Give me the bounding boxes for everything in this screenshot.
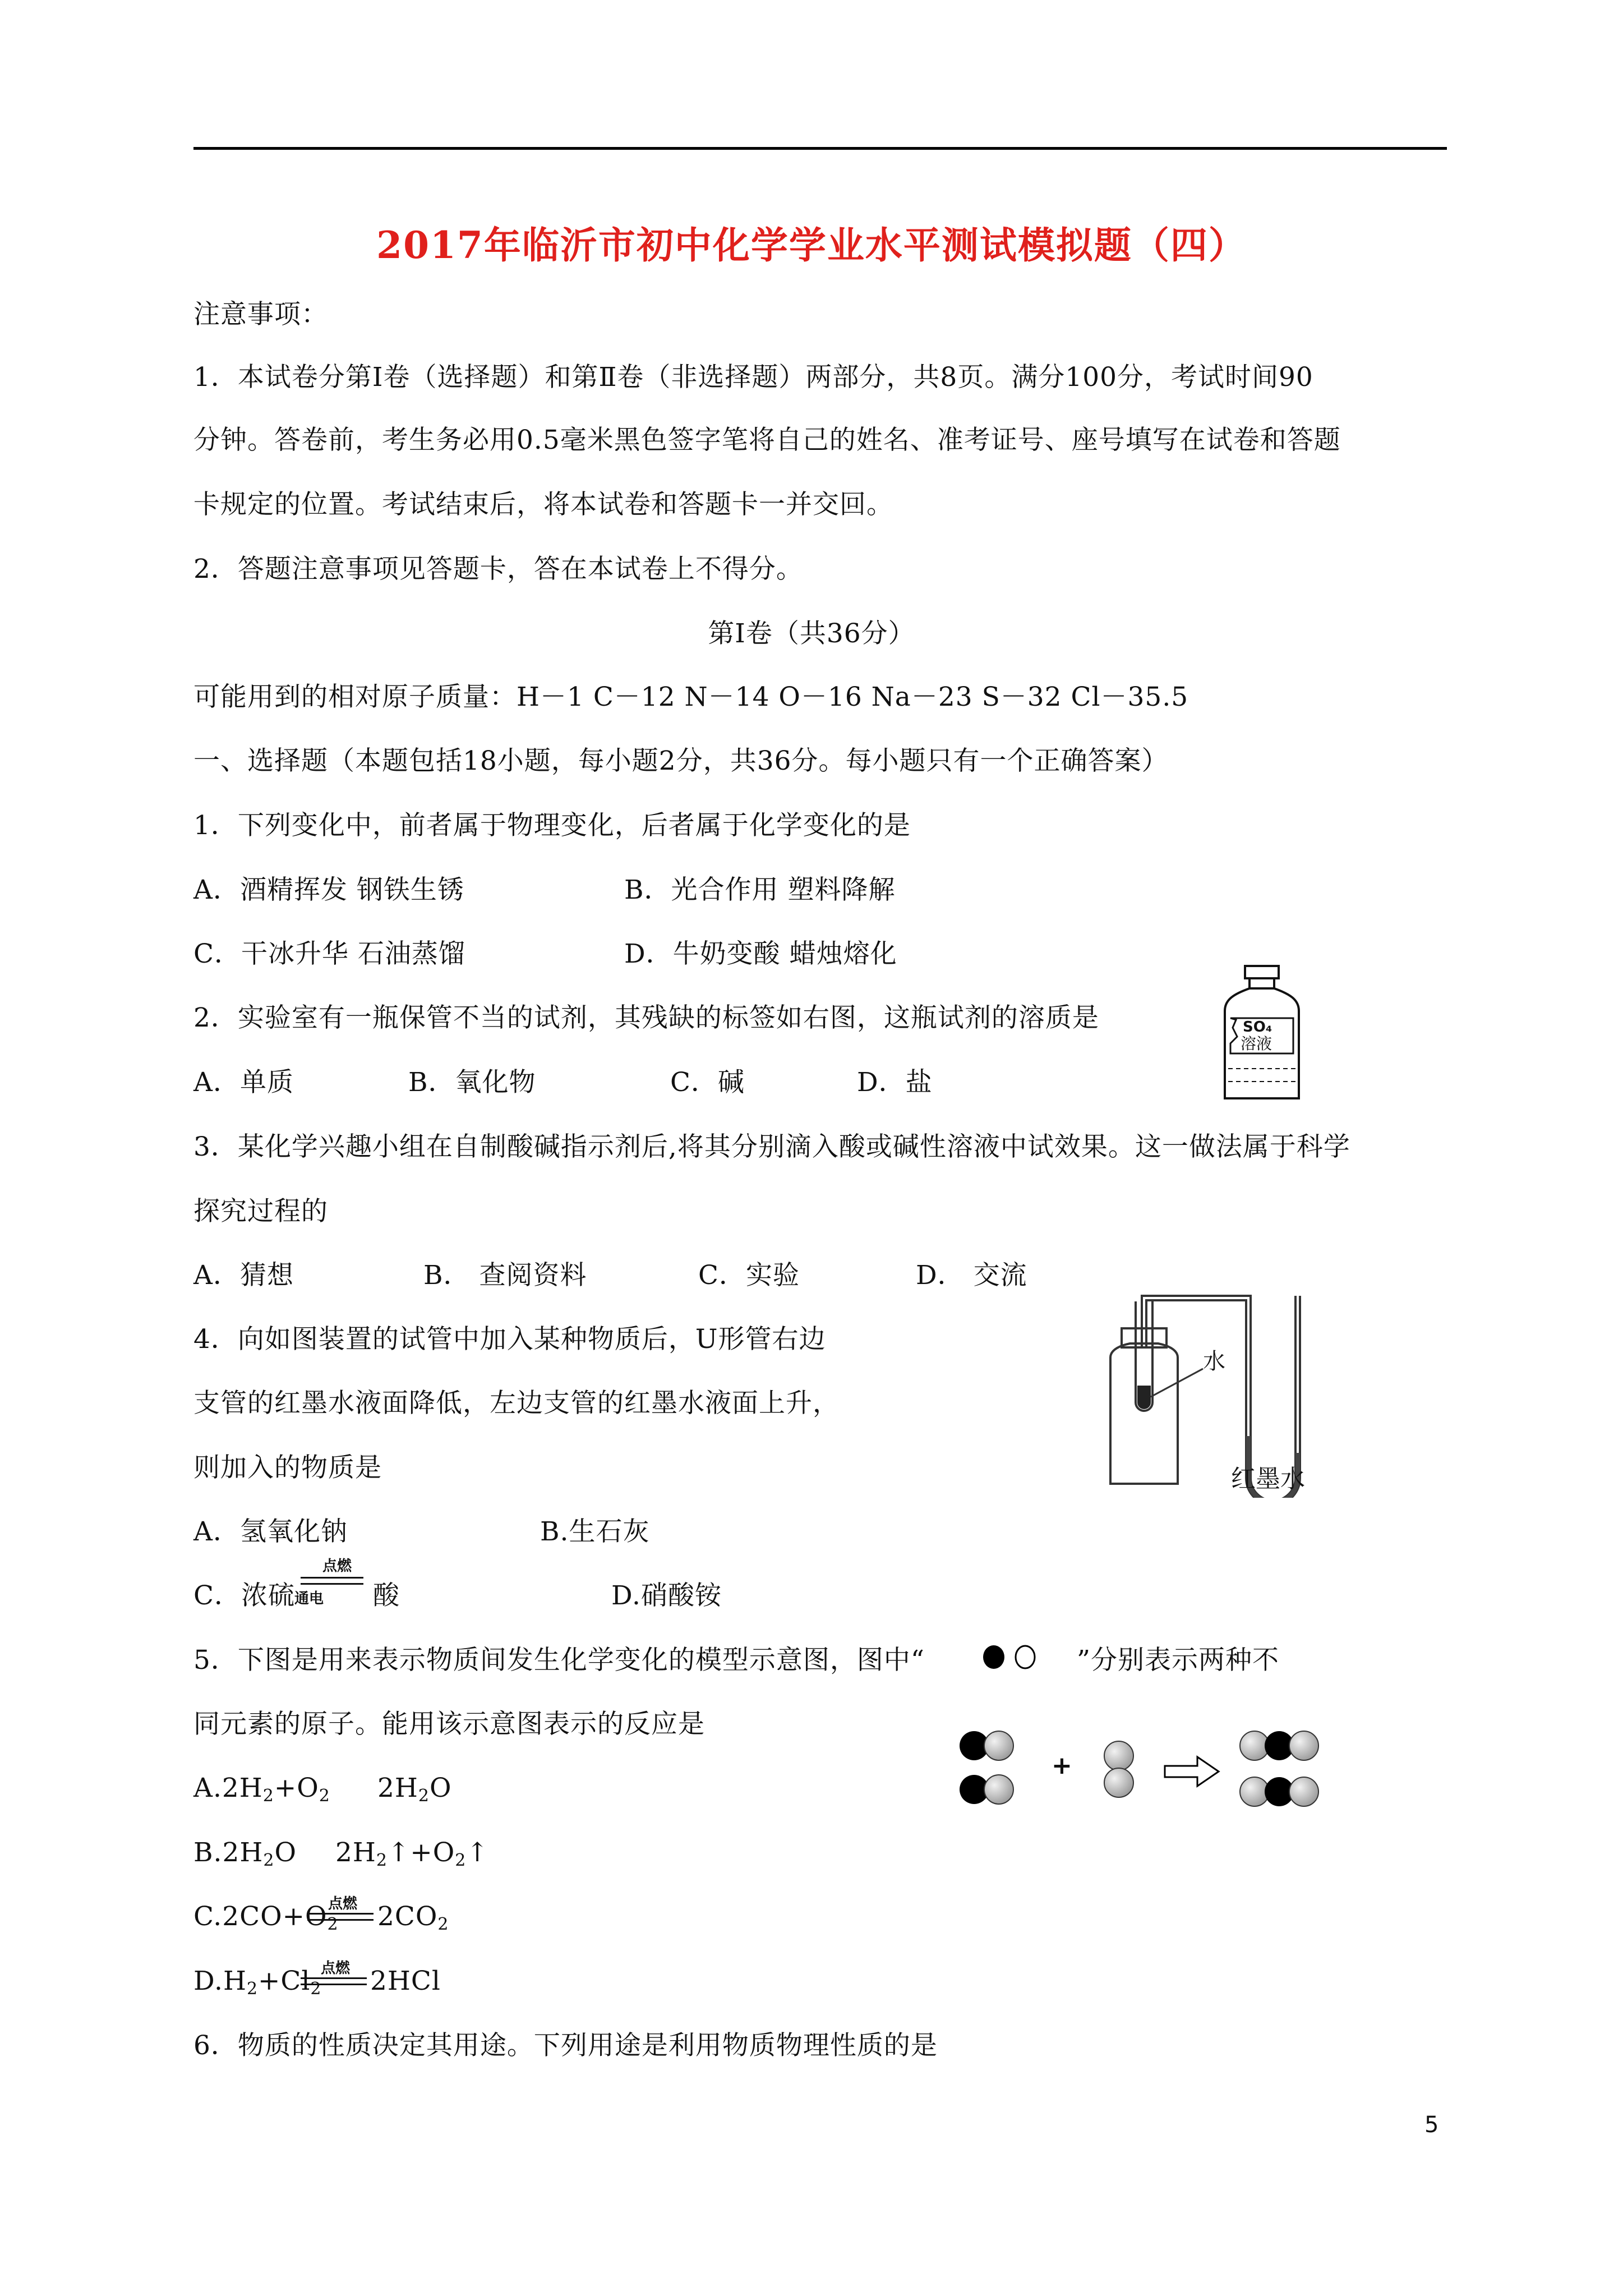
header-rule [193, 147, 1447, 150]
q5-d-cond: 点燃 [321, 1960, 351, 1977]
q1-option-a: A．酒精挥发 钢铁生锈 [193, 875, 464, 905]
q5-stem-line-2: 同元素的原子。能用该示意图表示的反应是 [193, 1709, 705, 1740]
q4-stem-line-1: 4．向如图装置的试管中加入某种物质后，U形管右边 [193, 1324, 826, 1355]
q3-stem-line-1: 3．某化学兴趣小组在自制酸碱指示剂后,将其分别滴入酸或碱性溶液中试效果。这一做法属于科学 [193, 1131, 1350, 1162]
q6-stem: 6．物质的性质决定其用途。下列用途是利用物质物理性质的是 [193, 2030, 938, 2061]
q5-option-d-product: 2HCl [370, 1966, 441, 1996]
label-water: 水 [1203, 1349, 1225, 1374]
u-tube-apparatus-figure [1088, 1285, 1346, 1498]
notice-1-line-1: 1．本试卷分第Ⅰ卷（选择题）和第Ⅱ卷（非选择题）两部分，共8页。满分100分，考试时间90 [193, 362, 1313, 393]
atom-legend-icons [980, 1642, 1036, 1674]
q4-cond-top: 点燃 [322, 1558, 352, 1575]
q5-option-c: $C.2CO+O_2$ [193, 1901, 339, 1934]
label-red-ink: 红墨水 [1231, 1465, 1305, 1493]
reaction-model-figure [956, 1722, 1326, 1818]
notice-1-line-3: 卡规定的位置。考试结束后，将本试卷和答题卡一并交回。 [193, 489, 893, 520]
q3-stem-line-2: 探究过程的 [193, 1196, 328, 1227]
atomic-masses: 可能用到的相对原子质量：H－1 C－12 N－14 O－16 Na－23 S－32 Cl－35.5 [193, 682, 1189, 712]
q1-option-d: D．牛奶变酸 蜡烛熔化 [624, 938, 897, 969]
q5-c-cond: 点燃 [328, 1895, 358, 1912]
notice-1-line-2: 分钟。答卷前，考生务必用0.5毫米黑色签字笔将自己的姓名、准考证号、座号填写在试卷和答题 [193, 425, 1341, 455]
q4-option-b: B.生石灰 [540, 1516, 650, 1547]
q1-option-c: C．干冰升华 石油蒸馏 [193, 938, 465, 969]
q1-stem: 1．下列变化中，前者属于物理变化，后者属于化学变化的是 [193, 810, 911, 841]
q3-option-b: B． 查阅资料 [423, 1260, 587, 1291]
q4-option-d: D.硝酸铵 [611, 1580, 722, 1611]
q4-stem-line-3: 则加入的物质是 [193, 1452, 382, 1483]
reaction-plus-sign: + [1052, 1751, 1072, 1780]
part-heading: 一、选择题（本题包括18小题，每小题2分，共36分。每小题只有一个正确答案） [193, 746, 1169, 776]
q5-option-a: $A.2H_2+O_2$ [193, 1773, 330, 1806]
q4-option-c-post: 酸 [373, 1580, 400, 1611]
q5-d-equal-sign [301, 1977, 367, 1985]
q2-option-d: D．盐 [857, 1067, 933, 1098]
q5-stem-line-1-pre: 5．下图是用来表示物质间发生化学变化的模型示意图，图中“ [193, 1645, 925, 1676]
q1-option-b: B．光合作用 塑料降解 [624, 875, 896, 905]
q2-option-c: C．碱 [670, 1067, 745, 1098]
q5-option-c-product: $2CO_2$ [377, 1901, 449, 1934]
reagent-bottle-figure [1217, 965, 1307, 1111]
q4-option-a: A．氢氧化钠 [193, 1516, 348, 1547]
q5-option-b: $B.2H_2O$ [193, 1837, 297, 1870]
bottle-label-formula: SO₄ [1243, 1019, 1272, 1036]
q5-option-d: $D.H_2+Cl_2$ [193, 1966, 322, 1999]
bottle-label-solution: 溶液 [1241, 1034, 1272, 1053]
q3-option-d: D． 交流 [916, 1260, 1027, 1291]
page-number: 5 [1424, 2112, 1439, 2138]
notice-heading: 注意事项： [193, 299, 328, 330]
q5-option-b-product: $2H_2↑+O_2↑$ [335, 1837, 489, 1870]
q5-c-equal-sign [307, 1913, 374, 1921]
q2-stem: 2．实验室有一瓶保管不当的试剂，其残缺的标签如右图，这瓶试剂的溶质是 [193, 1002, 1099, 1033]
q4-cond-bottom: 通电 [294, 1590, 324, 1607]
q4-option-c-pre: C．浓硫 [193, 1580, 295, 1611]
q4-stem-line-2: 支管的红墨水液面降低，左边支管的红墨水液面上升， [193, 1388, 840, 1419]
section-heading: 第Ⅰ卷（共36分） [708, 618, 915, 649]
q2-option-b: B．氧化物 [408, 1067, 536, 1098]
q5-stem-line-1-post: ”分别表示两种不 [1077, 1645, 1280, 1676]
q3-option-a: A．猜想 [193, 1260, 294, 1291]
exam-title: 2017年临沂市初中化学学业水平测试模拟题（四） [376, 223, 1247, 267]
q5-option-a-product: $2H_2O$ [377, 1773, 452, 1806]
notice-2: 2．答题注意事项见答题卡，答在本试卷上不得分。 [193, 554, 803, 585]
q3-option-c: C．实验 [698, 1260, 800, 1291]
q4-equal-sign [301, 1577, 363, 1585]
q2-option-a: A．单质 [193, 1067, 294, 1098]
